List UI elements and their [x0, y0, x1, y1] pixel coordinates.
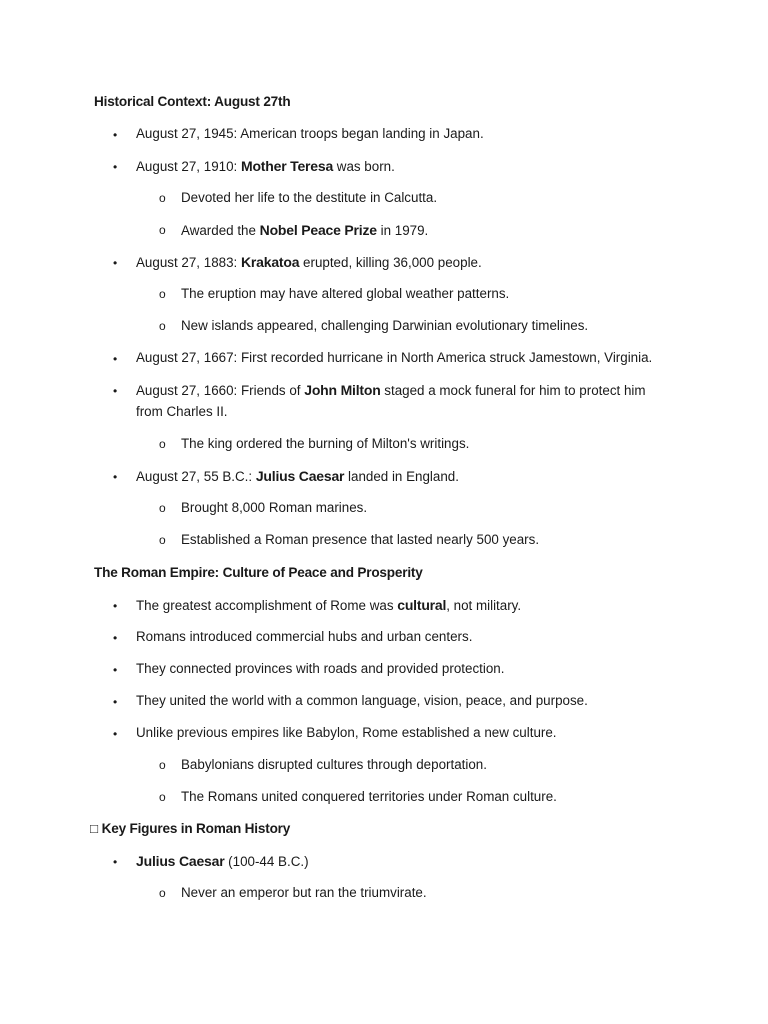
bullet-dot: • — [113, 352, 118, 366]
sub-list-item: The king ordered the burning of Milton's writings. — [181, 436, 470, 451]
bullet-circle: o — [159, 886, 166, 900]
list-item-continuation: from Charles II. — [136, 404, 228, 419]
emphasis-mother-teresa: Mother Teresa — [240, 158, 334, 174]
bullet-circle: o — [159, 790, 166, 804]
list-item: They united the world with a common language, vision, peace, and purpose. — [136, 693, 588, 708]
text: Awarded the — [181, 223, 260, 238]
bullet-dot: • — [113, 599, 118, 613]
list-item — [136, 467, 459, 486]
list-item — [136, 253, 482, 272]
sub-list-item: Established a Roman presence that lasted nearly 500 years. — [181, 532, 540, 547]
bullet-circle: o — [159, 287, 166, 301]
list-item: Unlike previous empires like Babylon, Rome established a new culture. — [136, 725, 557, 740]
text: August 27, 1660: Friends of — [136, 383, 305, 398]
sub-list-item — [181, 221, 428, 240]
sub-list-item: The eruption may have altered global weather patterns. — [181, 286, 510, 301]
text: The greatest accomplishment of Rome was — [136, 598, 398, 613]
text: was born. — [333, 159, 395, 174]
sub-list-item: Never an emperor but ran the triumvirate. — [181, 885, 427, 900]
emphasis-john-milton: John Milton — [304, 382, 381, 398]
bullet-dot: • — [113, 695, 118, 709]
list-item: Romans introduced commercial hubs and urban centers. — [136, 629, 473, 644]
bullet-dot: • — [113, 663, 118, 677]
missing-glyph-icon: □ — [90, 821, 99, 836]
text: landed in England. — [344, 469, 459, 484]
emphasis-krakatoa: Krakatoa — [240, 254, 300, 270]
emphasis-nobel-prize: Nobel Peace Prize — [259, 222, 377, 238]
list-item: They connected provinces with roads and provided protection. — [136, 661, 505, 676]
list-item — [136, 157, 395, 176]
bullet-dot: • — [113, 631, 118, 645]
sub-list-item: Devoted her life to the destitute in Calcutta. — [181, 190, 438, 205]
bullet-circle: o — [159, 437, 166, 451]
text: staged a mock funeral for him to protect him — [380, 383, 646, 398]
bullet-dot: • — [113, 855, 118, 869]
section-heading-key-figures — [90, 820, 290, 838]
text: August 27, 1910: — [136, 159, 241, 174]
text: (100-44 B.C.) — [224, 854, 309, 869]
bullet-dot: • — [113, 128, 118, 142]
sub-list-item: Babylonians disrupted cultures through deportation. — [181, 757, 487, 772]
list-item: August 27, 1945: American troops began landing in Japan. — [136, 126, 484, 141]
text: in 1979. — [376, 223, 429, 238]
bullet-circle: o — [159, 319, 166, 333]
emphasis-cultural: cultural — [397, 597, 447, 613]
list-item: August 27, 1667: First recorded hurricane in North America struck Jamestown, Virginia. — [136, 350, 653, 365]
list-item — [136, 852, 309, 871]
text: Key Figures in Roman History — [98, 821, 291, 836]
text: , not military. — [446, 598, 522, 613]
section-heading-roman-empire: The Roman Empire: Culture of Peace and Prosperity — [94, 565, 423, 580]
bullet-dot: • — [113, 727, 118, 741]
bullet-circle: o — [159, 533, 166, 547]
text: August 27, 1883: — [136, 255, 241, 270]
bullet-circle: o — [159, 191, 166, 205]
sub-list-item: Brought 8,000 Roman marines. — [181, 500, 368, 515]
bullet-dot: • — [113, 160, 118, 174]
text: erupted, killing 36,000 people. — [299, 255, 482, 270]
text: August 27, 55 B.C.: — [136, 469, 256, 484]
bullet-dot: • — [113, 256, 118, 270]
section-heading-historical: Historical Context: August 27th — [94, 94, 291, 109]
emphasis-julius-caesar: Julius Caesar — [136, 853, 225, 869]
bullet-circle: o — [159, 501, 166, 515]
list-item — [136, 596, 521, 615]
sub-list-item: The Romans united conquered territories under Roman culture. — [181, 789, 557, 804]
list-item — [136, 381, 646, 400]
bullet-dot: • — [113, 470, 118, 484]
bullet-circle: o — [159, 223, 166, 237]
sub-list-item: New islands appeared, challenging Darwinian evolutionary timelines. — [181, 318, 589, 333]
bullet-dot: • — [113, 384, 118, 398]
emphasis-julius-caesar: Julius Caesar — [255, 468, 345, 484]
bullet-circle: o — [159, 758, 166, 772]
